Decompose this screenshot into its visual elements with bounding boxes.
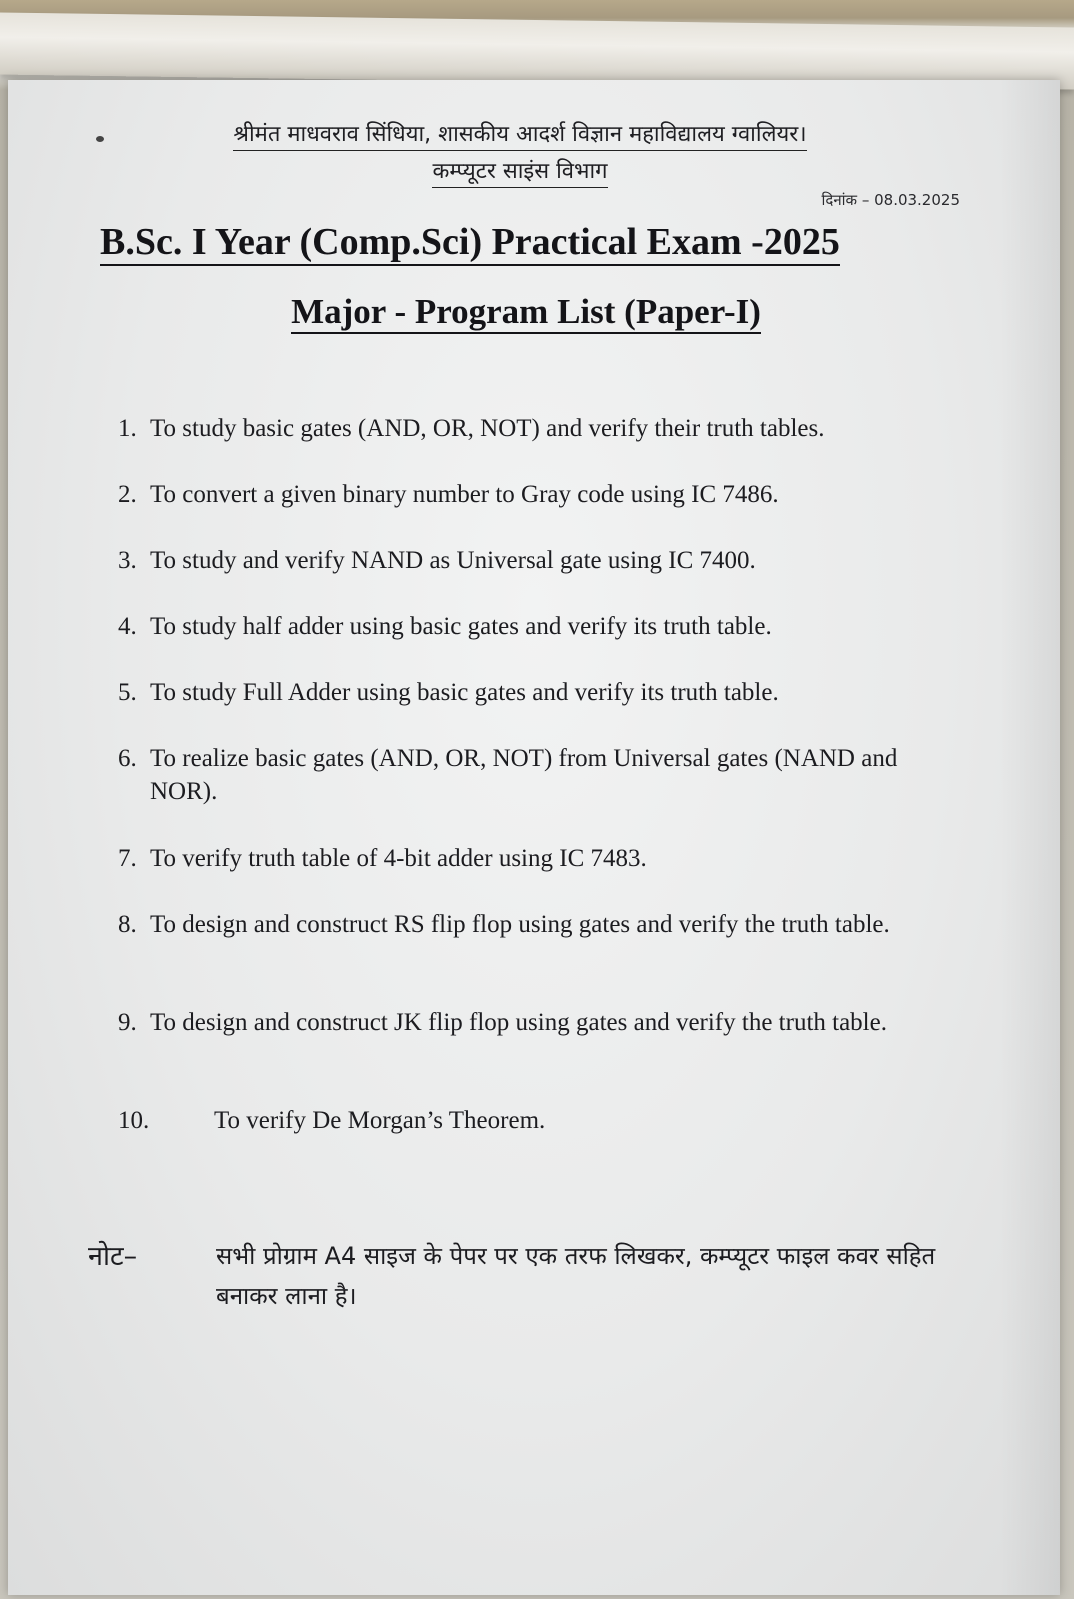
program-item	[118, 412, 958, 445]
college-header	[150, 118, 890, 188]
program-item	[118, 1104, 958, 1137]
program-item-number: 8.	[118, 911, 137, 938]
exam-title-text: B.Sc. I Year (Comp.Sci) Practical Exam -2025	[100, 221, 840, 266]
program-item-text: To study and verify NAND as Universal gate using IC 7400.	[150, 547, 756, 574]
program-item-number: 7.	[118, 845, 137, 872]
program-item-text: To convert a given binary number to Gray code using IC 7486.	[150, 481, 779, 508]
program-item-text: To verify truth table of 4-bit adder using IC 7483.	[150, 845, 647, 872]
program-item-text: To verify De Morgan’s Theorem.	[214, 1107, 546, 1134]
program-item-number: 1.	[118, 415, 137, 442]
program-item	[118, 478, 958, 511]
paper-speck	[96, 136, 104, 142]
program-item-text: To study half adder using basic gates and verify its truth table.	[150, 613, 772, 640]
program-item-text: To design and construct RS flip flop using gates and verify the truth table.	[150, 911, 890, 938]
program-item-number: 6.	[118, 745, 137, 772]
program-item-number: 2.	[118, 481, 137, 508]
program-item-text: To study basic gates (AND, OR, NOT) and verify their truth tables.	[150, 415, 825, 442]
program-item-number: 10.	[118, 1107, 150, 1134]
department-name: कम्प्यूटर साइंस विभाग	[432, 155, 607, 188]
program-item	[118, 1006, 958, 1039]
program-item	[118, 544, 958, 577]
program-item-number: 5.	[118, 679, 137, 706]
program-list-title-text: Major - Program List (Paper-I)	[291, 292, 761, 334]
program-item	[118, 610, 958, 643]
note-text: सभी प्रोग्राम A4 साइज के पेपर पर एक तरफ लिखकर, कम्प्यूटर फाइल कवर सहित बनाकर लाना है।	[216, 1242, 936, 1310]
program-item	[118, 676, 958, 709]
program-item	[118, 742, 958, 808]
program-item-text: To design and construct JK flip flop using gates and verify the truth table.	[150, 1009, 887, 1036]
program-item-number: 9.	[118, 1009, 137, 1036]
program-item-text: To realize basic gates (AND, OR, NOT) from Universal gates (NAND and NOR).	[150, 745, 898, 805]
program-item-text: To study Full Adder using basic gates and verify its truth table.	[150, 679, 779, 706]
note-section	[88, 1236, 968, 1316]
program-list-title	[0, 292, 1052, 332]
note-label: नोट–	[88, 1241, 138, 1272]
exam-title	[100, 220, 950, 264]
program-item	[118, 842, 958, 875]
program-item-number: 3.	[118, 547, 137, 574]
notice-date: दिनांक – 08.03.2025	[821, 191, 960, 209]
program-item	[118, 908, 958, 941]
college-name: श्रीमंत माधवराव सिंधिया, शासकीय आदर्श विज्ञान महाविद्यालय ग्वालियर।	[233, 118, 806, 151]
program-item-number: 4.	[118, 613, 137, 640]
